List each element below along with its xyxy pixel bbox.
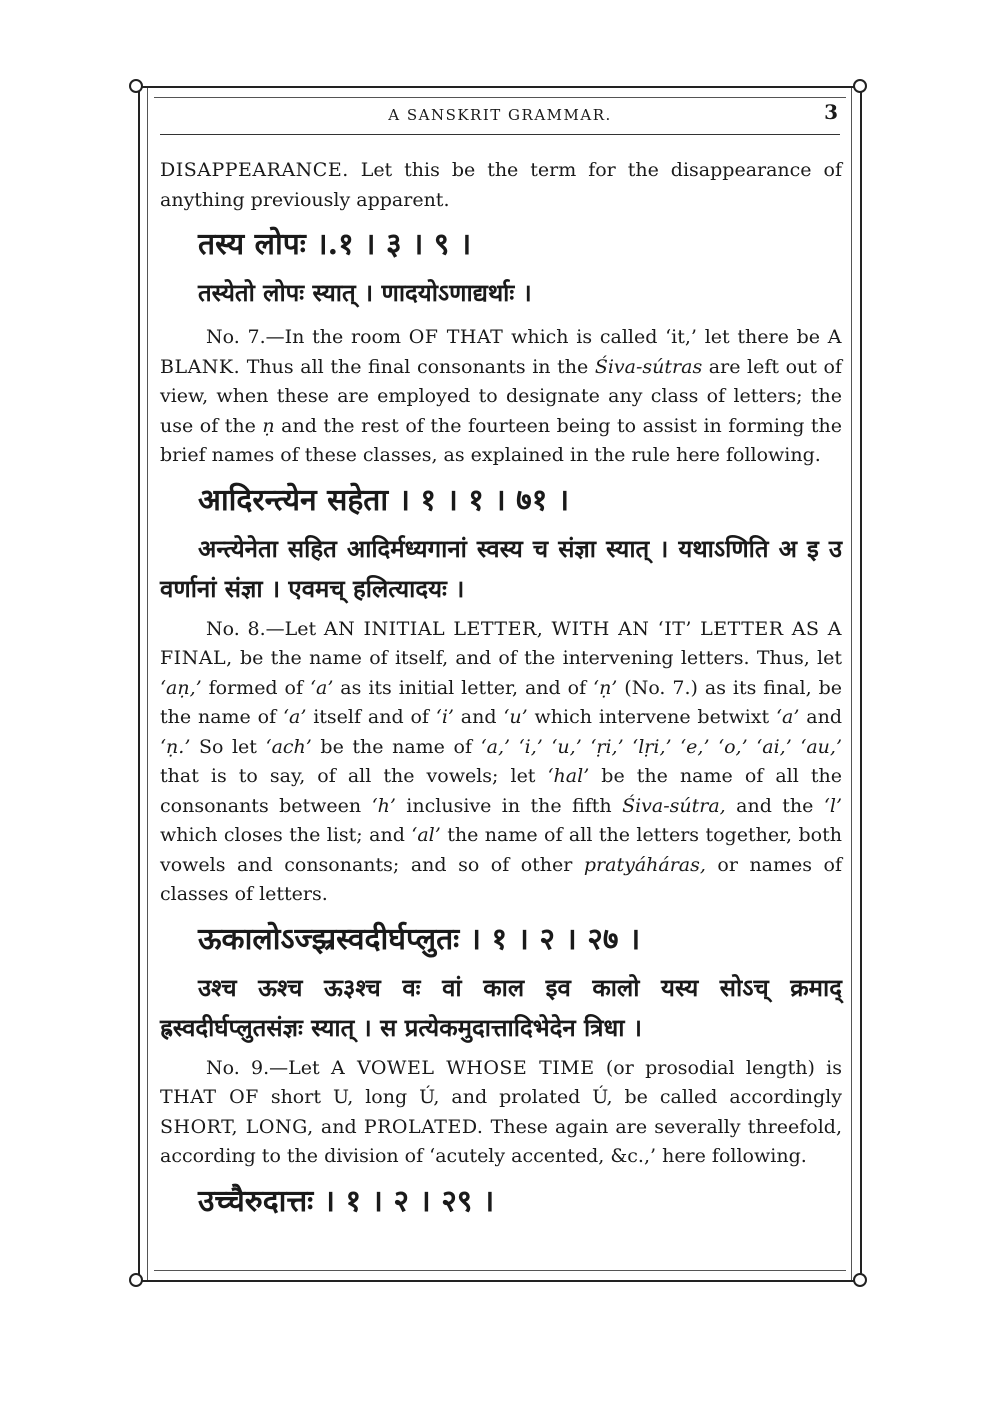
frame-left-outer	[138, 88, 140, 1280]
page-body	[160, 156, 842, 1230]
sutra-gloss: अन्त्येनेता सहित आदिर्मध्यगानां स्वस्य च संज्ञा स्यात् । यथाऽणिति अ इ उ वर्णानां संज्ञा । एवमच् हलित्यादयः ।	[160, 533, 842, 603]
paragraph-no-7: No. 7.—In the room OF THAT which is called ‘it,’ let there be A BLANK. Thus all the final consonants in the Śiva-sútras are left out of view, when these are employed to designate any class of letters; the use of the ṇ and the rest of the fourteen being to assist in forming the brief names of these classes, as explained in the rule here following.	[160, 326, 842, 466]
sutra-line: उच्चैरुदात्तः । १ । २ । २९ ।	[198, 1183, 495, 1219]
header-rule	[160, 134, 840, 135]
frame-bottom-inner-rule	[154, 1270, 846, 1271]
term-heading: DISAPPEARANCE.	[160, 159, 349, 181]
paragraph-disappearance: DISAPPEARANCE. Let this be the term for the disappearance of anything previously apparent.	[160, 159, 842, 211]
sutra-line: तस्य लोपः ।.१ । ३ । ९ ।	[198, 227, 472, 262]
paragraph-no-8: No. 8.—Let AN INITIAL LETTER, WITH AN ‘IT’ LETTER AS A FINAL, be the name of itself, and of the intervening letters. Thus, let ‘aṇ,’ formed of ‘a’ as its initial letter, and of ‘ṇ’ (No. 7.) as its final, be the name of ‘a’ itself and of ‘i’ and ‘u’ which intervene betwixt ‘a’ and ‘ṇ.’ So let ‘ach’ be the name of ‘a,’ ‘i,’ ‘u,’ ‘ṛi,’ ‘lṛi,’ ‘e,’ ‘o,’ ‘ai,’ ‘au,’ that is to say, of all the vowels; let ‘hal’ be the name of all the consonants between ‘h’ inclusive in the fifth Śiva-sútra, and the ‘l’ which closes the list; and ‘al’ the name of all the letters together, both vowels and consonants; and so of other pratyáháras, or names of classes of letters.	[160, 617, 843, 905]
paragraph-no-9: No. 9.—Let A VOWEL WHOSE TIME (or prosodial length) is THAT OF short U, long Ú, and prolated Ú, be called accordingly SHORT, LONG, and PROLATED. These again are severally threefold, according to the division of ‘acutely accented, &c.,’ here following.	[160, 1056, 842, 1167]
sutra-gloss: तस्येतो लोपः स्यात् । णादयोऽणाद्यर्थाः ।	[198, 278, 532, 307]
frame-right-outer	[860, 88, 862, 1280]
running-title: A SANSKRIT GRAMMAR.	[388, 106, 612, 124]
sutra-line: आदिरन्त्येन सहेता । १ । १ । ७१ ।	[198, 482, 570, 518]
frame-left-inner	[147, 88, 148, 1280]
corner-ornament-icon	[853, 79, 867, 93]
frame-top-rule	[136, 86, 864, 88]
corner-ornament-icon	[853, 1273, 867, 1287]
corner-ornament-icon	[129, 1273, 143, 1287]
page-number: 3	[824, 100, 838, 124]
sutra-gloss: उश्च ऊश्च ऊ३श्च वः वां काल इव कालो यस्य सोऽच् क्रमाद् ह्रस्वदीर्घप्लुतसंज्ञः स्यात् । स प्रत्येकमुदात्तादिभेदेन त्रिधा ।	[160, 972, 842, 1042]
frame-top-inner-rule	[154, 97, 846, 98]
frame-right-inner	[851, 88, 852, 1280]
page-header	[160, 100, 840, 136]
corner-ornament-icon	[129, 79, 143, 93]
sutra-line: ऊकालोऽज्झ्रस्वदीर्घप्लुतः । १ । २ । २७ ।	[198, 921, 641, 957]
frame-bottom-rule	[136, 1280, 864, 1282]
